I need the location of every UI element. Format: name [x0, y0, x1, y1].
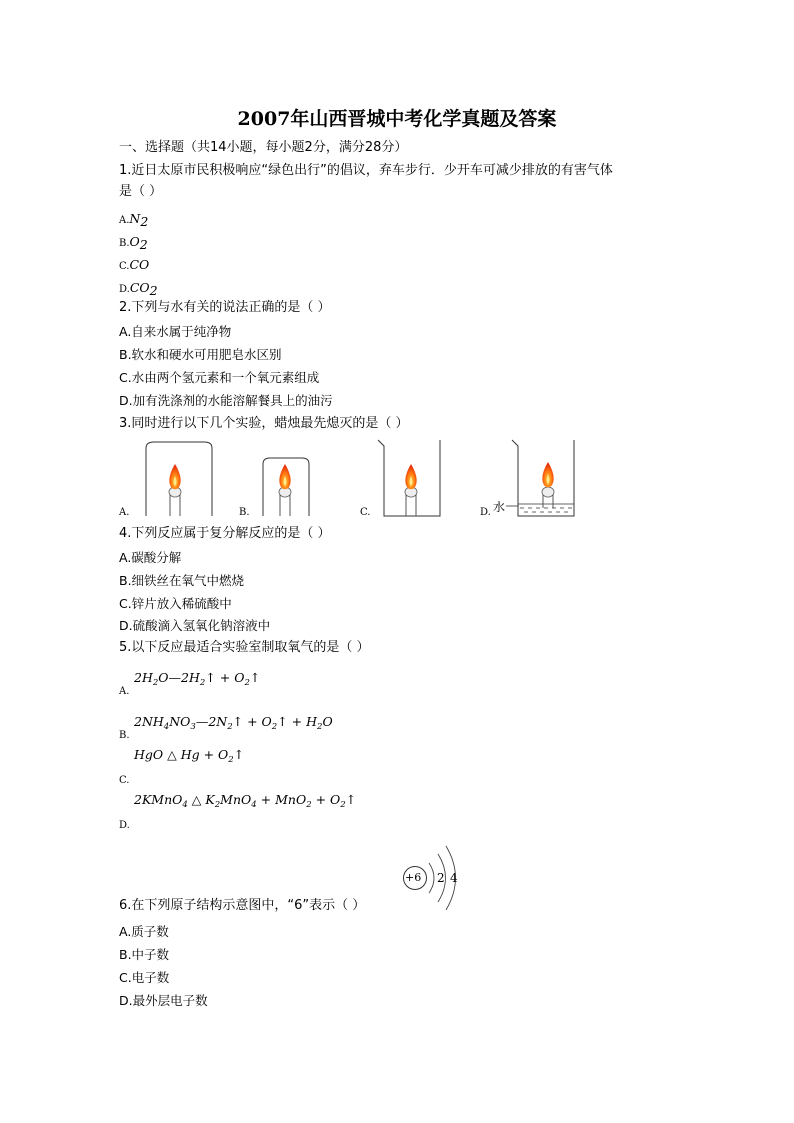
q6-option-c: C.电子数 — [119, 970, 170, 985]
formula-subscript: 2 — [149, 283, 158, 298]
q2-option-d: D.加有洗涤剂的水能溶解餐具上的油污 — [119, 393, 333, 408]
q5-equation-c: HgO △ $Hg + O_2↑$ — [134, 747, 245, 765]
option-label: C. — [119, 261, 130, 272]
q6-nucleus-charge: +6 — [405, 871, 422, 884]
q1-option-d — [119, 277, 158, 298]
q1-option-a — [119, 208, 148, 229]
q5-label-d: D. — [119, 820, 130, 831]
figure-b-short-jar — [263, 458, 309, 516]
q6-option-d: D.最外层电子数 — [119, 993, 208, 1008]
q6-shell-electrons-1: 2 — [437, 871, 445, 885]
page-title: 2007年山西晋城中考化学真题及答案 — [237, 108, 557, 130]
formula: CO — [129, 257, 150, 272]
figure-c-open-beaker — [378, 440, 440, 516]
option-label: B. — [119, 238, 130, 249]
candle-icon — [169, 464, 181, 516]
q6-option-b: B.中子数 — [119, 947, 170, 962]
q5-equation-b: $2NH_4NO_3—2N_2↑$ + $O_2↑ + H_2O$ — [134, 714, 333, 732]
q3-label-a: A. — [119, 507, 130, 518]
q3-water-label: 水 — [493, 500, 506, 514]
q4-option-b: B.细铁丝在氧气中燃烧 — [119, 573, 245, 588]
q5-equation-a: $2H_2O—2H_2↑$ + $O_2↑$ — [134, 670, 261, 688]
q6-shell-electrons-2: 4 — [450, 871, 458, 885]
candle-icon — [542, 462, 554, 508]
formula: O — [129, 234, 140, 249]
q1-option-c — [119, 254, 149, 273]
q5-label-b: B. — [119, 730, 130, 741]
q2-option-a: A.自来水属于纯净物 — [119, 324, 232, 339]
formula: CO — [129, 280, 150, 295]
figure-d-beaker-with-water — [506, 440, 574, 516]
q2-stem: 2.下列与水有关的说法正确的是（ ） — [119, 300, 331, 315]
electron-shell-1 — [429, 863, 434, 893]
q1-stem-line1: 1.近日太原市民积极响应“绿色出行”的倡议，弃车步行．少开车可减少排放的有害气体 — [119, 163, 613, 178]
q4-option-c: C.锌片放入稀硫酸中 — [119, 596, 232, 611]
candle-icon — [279, 464, 291, 516]
q1-option-b — [119, 231, 148, 252]
section-heading: 一、选择题（共14小题，每小题2分，满分28分） — [119, 140, 408, 155]
formula: N — [129, 211, 141, 226]
candle-icon — [405, 464, 417, 516]
q5-label-c: C. — [119, 775, 130, 786]
q3-label-b: B. — [239, 507, 250, 518]
option-label: A. — [119, 215, 130, 226]
q4-stem: 4.下列反应属于复分解反应的是（ ） — [119, 526, 331, 541]
q6-stem: 6.在下列原子结构示意图中，“6”表示（ ） — [119, 898, 366, 913]
q4-option-d: D.硫酸滴入氢氧化钠溶液中 — [119, 618, 271, 633]
option-label: D. — [119, 284, 130, 295]
figure-a-tall-jar — [146, 442, 212, 516]
q4-option-a: A.碳酸分解 — [119, 550, 182, 565]
q6-option-a: A.质子数 — [119, 924, 169, 939]
formula-subscript: 2 — [140, 214, 149, 229]
q3-label-c: C. — [360, 507, 371, 518]
q1-stem-line2: 是（ ） — [119, 184, 163, 199]
q3-stem: 3.同时进行以下几个实验，蜡烛最先熄灭的是（ ） — [119, 416, 409, 431]
formula-subscript: 2 — [139, 237, 148, 252]
q5-equation-d: 2KMnO$_4$ △ $K_2MnO_4 + MnO_2$ + $O_2↑$ — [134, 792, 357, 810]
q5-stem: 5.以下反应最适合实验室制取氧气的是（ ） — [119, 640, 370, 655]
q2-option-c: C.水由两个氢元素和一个氧元素组成 — [119, 370, 320, 385]
q5-label-a: A. — [119, 686, 130, 697]
q2-option-b: B.软水和硬水可用肥皂水区别 — [119, 347, 282, 362]
q3-label-d: D. — [480, 507, 491, 518]
